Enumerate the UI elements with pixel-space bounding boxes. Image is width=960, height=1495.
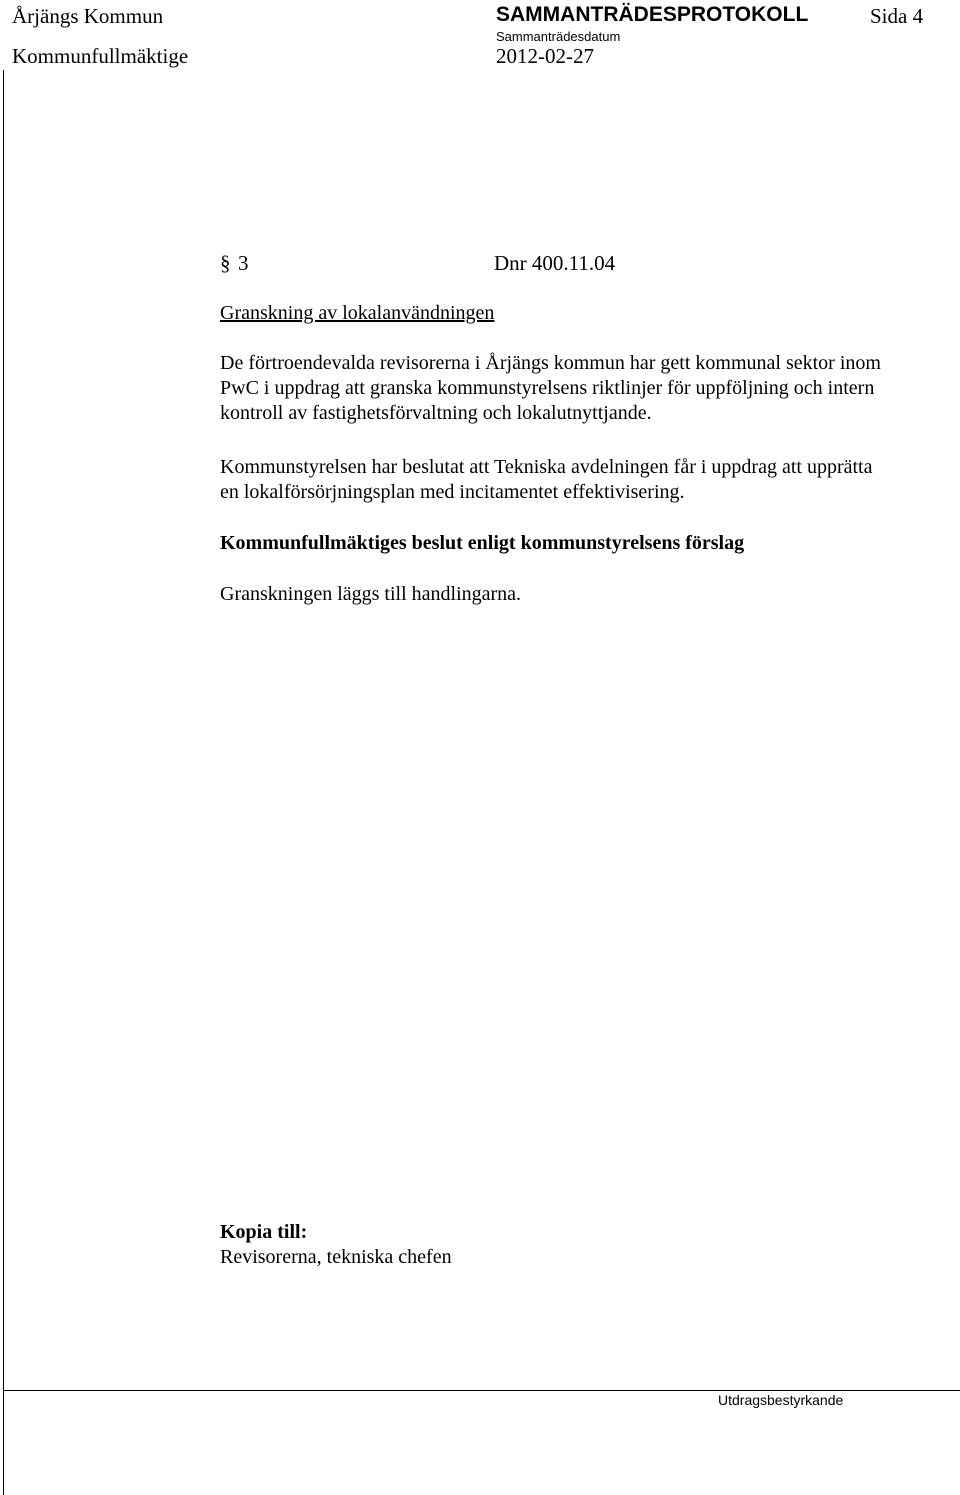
decision-heading: Kommunfullmäktiges beslut enligt kommunstyrelsens förslag bbox=[220, 532, 745, 554]
copy-label: Kopia till: bbox=[220, 1221, 308, 1243]
document-title: SAMMANTRÄDESPROTOKOLL bbox=[496, 3, 809, 26]
paragraph-background bbox=[220, 351, 955, 426]
paragraph-line: De förtroendevalda revisorerna i Årjängs kommun har gett kommunal sektor inom bbox=[220, 352, 881, 374]
paragraph-assignment bbox=[220, 455, 955, 505]
date-label: Sammanträdesdatum bbox=[496, 29, 621, 44]
section-sign: § bbox=[220, 251, 231, 275]
footer-rule bbox=[3, 1390, 960, 1391]
section-number: 3 bbox=[238, 251, 249, 275]
meeting-date: 2012-02-27 bbox=[496, 44, 594, 68]
diary-number: Dnr 400.11.04 bbox=[494, 251, 616, 275]
paragraph-line: PwC i uppdrag att granska kommunstyrelsens riktlinjer för uppföljning och intern bbox=[220, 377, 875, 399]
organization-name: Årjängs Kommun bbox=[12, 4, 164, 28]
left-margin-rule bbox=[3, 70, 4, 1495]
decision-text: Granskningen läggs till handlingarna. bbox=[220, 583, 522, 605]
page-number: Sida 4 bbox=[870, 4, 924, 28]
body-name: Kommunfullmäktige bbox=[12, 44, 189, 68]
copy-recipients: Revisorerna, tekniska chefen bbox=[220, 1246, 452, 1268]
paragraph-line: Kommunstyrelsen har beslutat att Tekniska avdelningen får i uppdrag att upprätta bbox=[220, 456, 873, 478]
paragraph-line: en lokalförsörjningsplan med incitamentet effektivisering. bbox=[220, 481, 685, 503]
paragraph-line: kontroll av fastighetsförvaltning och lokalutnyttjande. bbox=[220, 402, 652, 424]
section-heading: Granskning av lokalanvändningen bbox=[220, 302, 495, 324]
certification-label: Utdragsbestyrkande bbox=[718, 1392, 844, 1408]
